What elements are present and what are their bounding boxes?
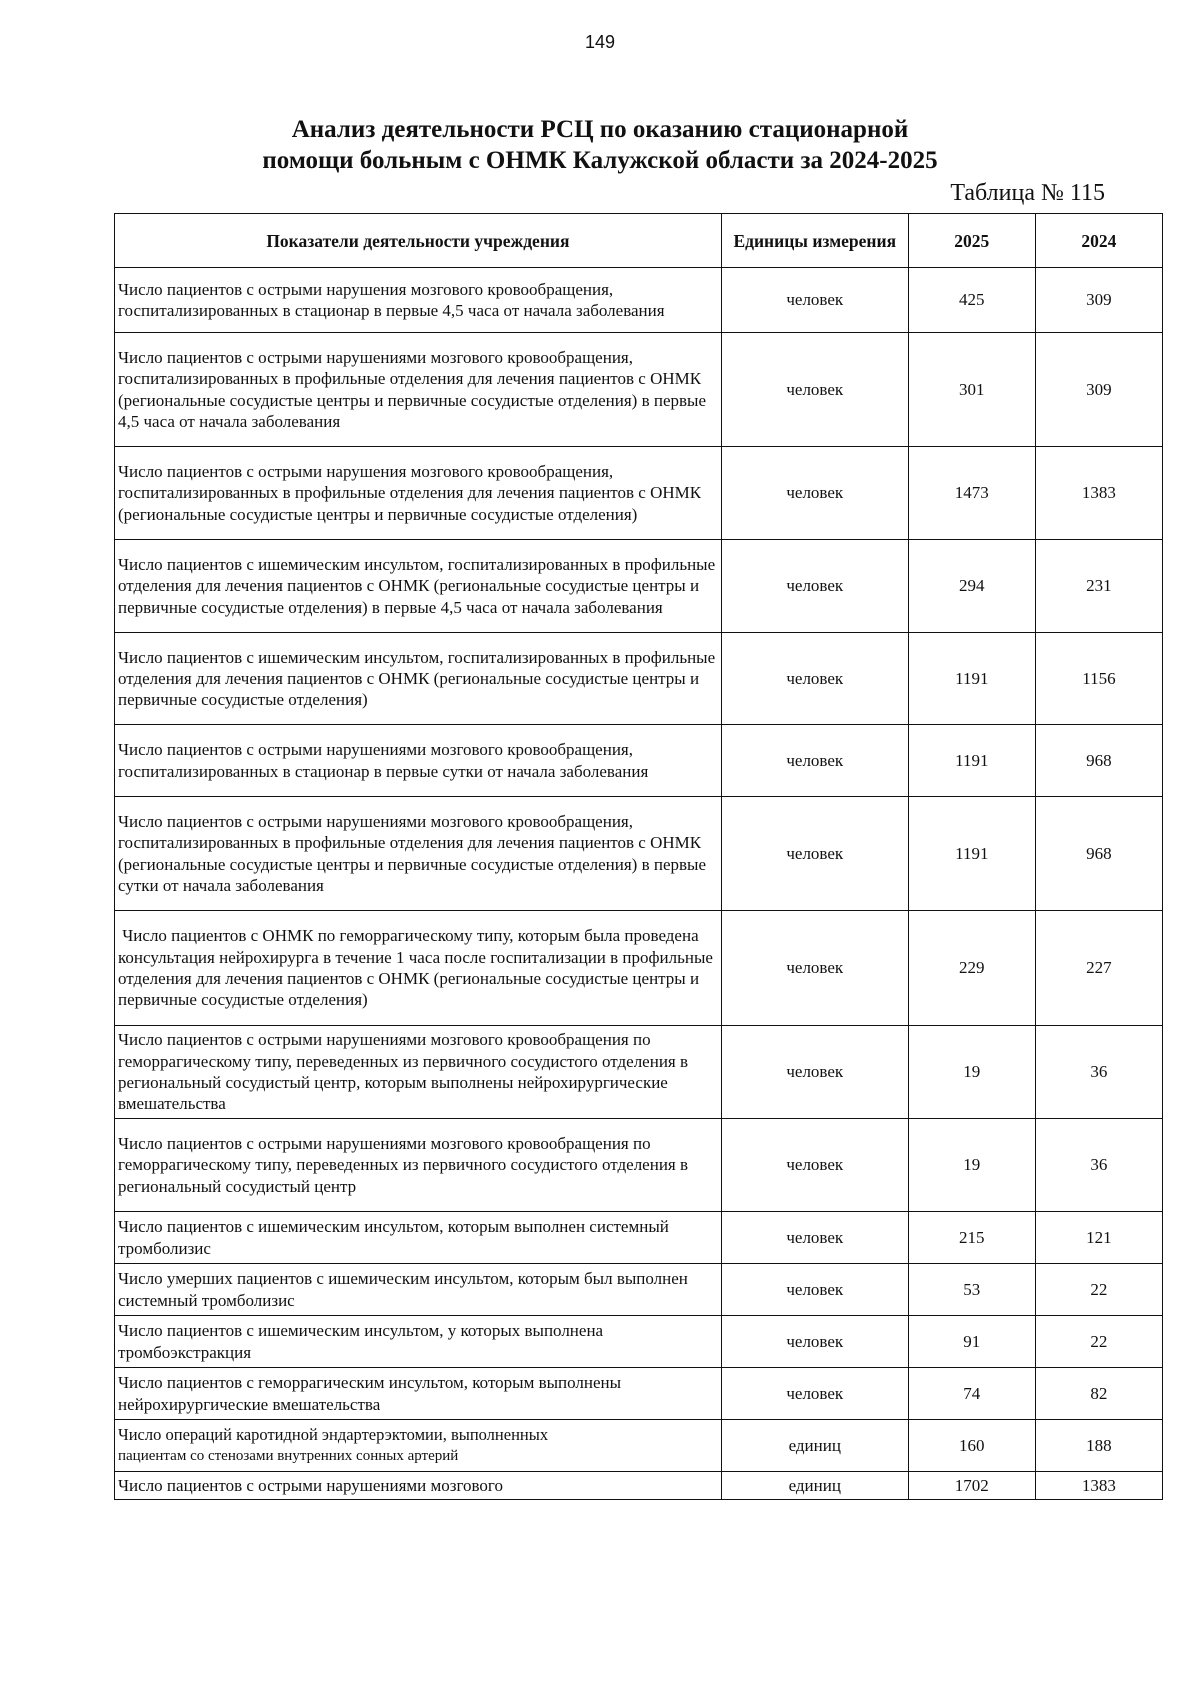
indicator-cell: Число пациентов с острыми нарушениями мозгового кровообращения по геморрагическому типу, переведенных из первичного сосудистого отделения в региональный сосудистый центр (115, 1119, 722, 1212)
unit-cell: человек (721, 540, 908, 633)
value-2025-cell: 1191 (908, 633, 1035, 725)
table-row (115, 1212, 1163, 1264)
unit-cell: человек (721, 268, 908, 333)
indicator-line: Число операций каротидной эндартерэктомии, выполненных (118, 1425, 549, 1445)
value-2025-cell: 19 (908, 1119, 1035, 1212)
indicator-line: пациентам со стенозами внутренних сонных артерий (118, 1447, 459, 1464)
indicator-cell: Число пациентов с ишемическим инсультом, госпитализированных в профильные отделения для лечения пациентов с ОНМК (региональные сосудистые центры и первичные сосудистые отделения) в первые 4,5 часа от начала заболевания (115, 540, 722, 633)
value-2024-cell: 36 (1035, 1119, 1162, 1212)
unit-cell: человек (721, 633, 908, 725)
value-2025-cell: 19 (908, 1026, 1035, 1119)
table-row (115, 911, 1163, 1026)
value-2024-cell: 968 (1035, 725, 1162, 797)
table-row (115, 1119, 1163, 1212)
header-year-2024: 2024 (1035, 214, 1162, 268)
indicator-cell: Число пациентов с ишемическим инсультом, у которых выполнена тромбоэкстракция (115, 1316, 722, 1368)
value-2024-cell: 227 (1035, 911, 1162, 1026)
indicator-cell: Число пациентов с острыми нарушениями мозгового кровообращения, госпитализированных в профильные отделения для лечения пациентов с ОНМК (региональные сосудистые центры и первичные сосудистые отделения) в первые сутки от начала заболевания (115, 797, 722, 911)
value-2025-cell: 1191 (908, 725, 1035, 797)
indicator-cell: Число умерших пациентов с ишемическим инсультом, которым был выполнен системный тромболизис (115, 1264, 722, 1316)
indicator-cell: Число пациентов с острыми нарушениями мозгового кровообращения по геморрагическому типу, переведенных из первичного сосудистого отделения в региональный сосудистый центр, которым выполнены нейрохирургические вмешательства (115, 1026, 722, 1119)
table-row (115, 540, 1163, 633)
value-2025-cell: 1702 (908, 1472, 1035, 1500)
table-row (115, 268, 1163, 333)
table-header-row (115, 214, 1163, 268)
title-line-1: Анализ деятельности РСЦ по оказанию стационарной (291, 116, 909, 143)
table-row (115, 633, 1163, 725)
table-row (115, 1264, 1163, 1316)
document-title (240, 114, 960, 176)
unit-cell: человек (721, 333, 908, 447)
value-2024-cell: 121 (1035, 1212, 1162, 1264)
value-2025-cell: 91 (908, 1316, 1035, 1368)
value-2024-cell: 1383 (1035, 447, 1162, 540)
indicator-cell: Число пациентов с острыми нарушения мозгового кровообращения, госпитализированных в профильные отделения для лечения пациентов с ОНМК (региональные сосудистые центры и первичные сосудистые отделения) (115, 447, 722, 540)
unit-cell: человек (721, 1368, 908, 1420)
value-2024-cell: 22 (1035, 1264, 1162, 1316)
unit-cell: человек (721, 1316, 908, 1368)
unit-cell: человек (721, 1026, 908, 1119)
value-2025-cell: 301 (908, 333, 1035, 447)
indicator-cell: Число пациентов с ишемическим инсультом, которым выполнен системный тромболизис (115, 1212, 722, 1264)
value-2024-cell: 82 (1035, 1368, 1162, 1420)
value-2024-cell: 231 (1035, 540, 1162, 633)
header-unit: Единицы измерения (721, 214, 908, 268)
indicator-cell (115, 1420, 722, 1472)
indicator-cell: Число пациентов с острыми нарушениями мозгового кровообращения, госпитализированных в профильные отделения для лечения пациентов с ОНМК (региональные сосудистые центры и первичные сосудистые отделения) в первые 4,5 часа от начала заболевания (115, 333, 722, 447)
value-2024-cell: 309 (1035, 333, 1162, 447)
indicator-cell: Число пациентов с острыми нарушениями мозгового кровообращения, госпитализированных в стационар в первые сутки от начала заболевания (115, 725, 722, 797)
unit-cell: человек (721, 725, 908, 797)
table-row (115, 1420, 1163, 1472)
table-row (115, 797, 1163, 911)
value-2025-cell: 1473 (908, 447, 1035, 540)
value-2024-cell: 968 (1035, 797, 1162, 911)
unit-cell: человек (721, 1212, 908, 1264)
title-line-2: помощи больным с ОНМК Калужской области за 2024-2025 (262, 147, 938, 174)
value-2025-cell: 160 (908, 1420, 1035, 1472)
table-row (115, 1026, 1163, 1119)
value-2025-cell: 425 (908, 268, 1035, 333)
indicator-cell: Число пациентов с острыми нарушениями мозгового (115, 1472, 722, 1500)
value-2024-cell: 1383 (1035, 1472, 1162, 1500)
value-2025-cell: 74 (908, 1368, 1035, 1420)
value-2024-cell: 188 (1035, 1420, 1162, 1472)
value-2024-cell: 22 (1035, 1316, 1162, 1368)
table-caption: Таблица № 115 (950, 180, 1105, 206)
table-row (115, 1368, 1163, 1420)
value-2024-cell: 309 (1035, 268, 1162, 333)
table-row (115, 447, 1163, 540)
unit-cell: единиц (721, 1472, 908, 1500)
value-2024-cell: 36 (1035, 1026, 1162, 1119)
page-number: 149 (584, 32, 616, 52)
table-row (115, 725, 1163, 797)
unit-cell: человек (721, 797, 908, 911)
indicator-cell: Число пациентов с ОНМК по геморрагическому типу, которым была проведена консультация нейрохирурга в течение 1 часа после госпитализации в профильные отделения для лечения пациентов с ОНМК (региональные сосудистые центры и первичные сосудистые отделения) (115, 911, 722, 1026)
header-year-2025: 2025 (908, 214, 1035, 268)
unit-cell: человек (721, 911, 908, 1026)
value-2024-cell: 1156 (1035, 633, 1162, 725)
value-2025-cell: 53 (908, 1264, 1035, 1316)
unit-cell: единиц (721, 1420, 908, 1472)
header-indicator: Показатели деятельности учреждения (115, 214, 722, 268)
value-2025-cell: 1191 (908, 797, 1035, 911)
table-row (115, 333, 1163, 447)
unit-cell: человек (721, 447, 908, 540)
indicator-cell: Число пациентов с ишемическим инсультом, госпитализированных в профильные отделения для лечения пациентов с ОНМК (региональные сосудистые центры и первичные сосудистые отделения) (115, 633, 722, 725)
activity-table (114, 213, 1163, 1500)
indicator-cell: Число пациентов с геморрагическим инсультом, которым выполнены нейрохирургические вмешательства (115, 1368, 722, 1420)
value-2025-cell: 229 (908, 911, 1035, 1026)
value-2025-cell: 215 (908, 1212, 1035, 1264)
indicator-cell: Число пациентов с острыми нарушения мозгового кровообращения, госпитализированных в стационар в первые 4,5 часа от начала заболевания (115, 268, 722, 333)
unit-cell: человек (721, 1264, 908, 1316)
unit-cell: человек (721, 1119, 908, 1212)
table-row (115, 1316, 1163, 1368)
table-row (115, 1472, 1163, 1500)
value-2025-cell: 294 (908, 540, 1035, 633)
